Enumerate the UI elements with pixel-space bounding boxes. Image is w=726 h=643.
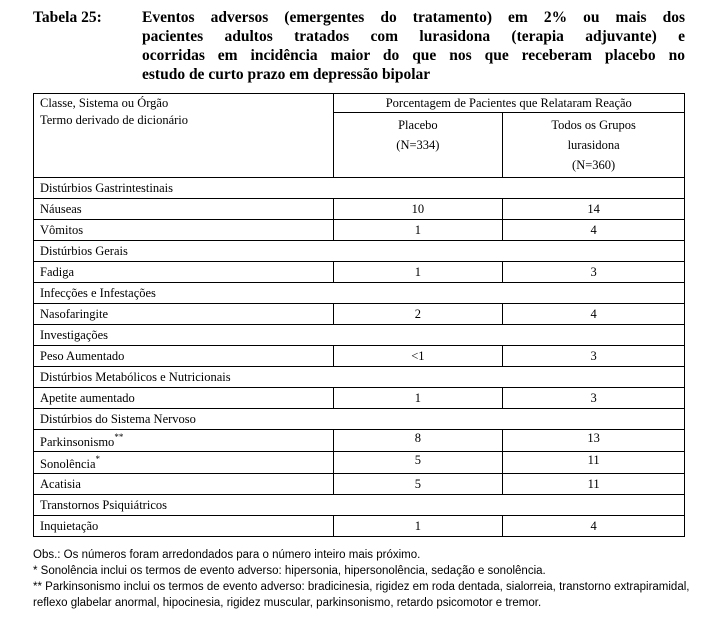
placebo-cell: <1 [333,346,503,367]
placebo-cell: 8 [333,430,503,452]
lurasidona-cell: 14 [503,199,685,220]
term-cell: Inquietação [34,516,334,537]
header-col1-line1: Classe, Sistema ou Órgão [40,96,169,110]
category-row: Investigações [34,325,685,346]
table-row [34,430,685,452]
term-cell: Náuseas [34,199,334,220]
caption-line-1: Eventos adversos (emergentes do tratamento) em 2% ou mais dos [142,9,685,26]
term-cell: Vômitos [34,220,334,241]
table-row [34,474,685,495]
lurasidona-cell: 4 [503,304,685,325]
placebo-cell: 1 [333,262,503,283]
footnote-sonolencia: * Sonolência inclui os termos de evento adverso: hipersonia, hipersonolência, sedação e sonolência. [33,565,546,577]
term-cell: Fadiga [34,262,334,283]
category-row: Transtornos Psiquiátricos [34,495,685,516]
term-cell: Apetite aumentado [34,388,334,409]
table-row [34,199,685,220]
term-text: Parkinsonismo [40,435,115,449]
lurasidona-cell: 3 [503,262,685,283]
lurasidona-cell: 4 [503,516,685,537]
adverse-events-table [33,93,685,537]
placebo-cell: 5 [333,474,503,495]
placebo-cell: 5 [333,452,503,474]
category-row: Distúrbios Gerais [34,241,685,262]
header-group: Porcentagem de Pacientes que Relataram Reação [333,94,684,113]
footnote-obs: Obs.: Os números foram arredondados para o número inteiro mais próximo. [33,549,421,561]
lurasidona-cell: 4 [503,220,685,241]
term-cell: Acatisia [34,474,334,495]
caption-line-2: pacientes adultos tratados com lurasidona (terapia adjuvante) e [142,28,685,45]
table-row [34,452,685,474]
table-row [34,516,685,537]
category-row: Distúrbios do Sistema Nervoso [34,409,685,430]
footnotes [33,547,693,611]
term-cell: Peso Aumentado [34,346,334,367]
placebo-cell: 10 [333,199,503,220]
table-caption [33,8,685,84]
placebo-cell: 1 [333,388,503,409]
header-placebo-line2: (N=334) [396,138,440,152]
lurasidona-cell: 11 [503,474,685,495]
lurasidona-cell: 3 [503,346,685,367]
placebo-cell: 2 [333,304,503,325]
term-cell [34,452,334,474]
caption-line-4: estudo de curto prazo em depressão bipolar [142,66,431,83]
table-row [34,262,685,283]
category-row: Distúrbios Metabólicos e Nutricionais [34,367,685,388]
lurasidona-cell: 13 [503,430,685,452]
table-row [34,346,685,367]
placebo-cell: 1 [333,516,503,537]
header-class-organ [34,94,334,178]
footnote-parkinsonismo: ** Parkinsonismo inclui os termos de evento adverso: bradicinesia, rigidez em roda dentada, sialorreia, transtorno extrapiramidal, reflexo glabelar anormal, hipocinesia, rigidez muscular, parkinsonismo, retardo psicomotor e tremor. [33,581,690,609]
table-row [34,304,685,325]
header-placebo [333,113,503,178]
term-cell [34,430,334,452]
footnote-mark: ** [114,432,124,442]
footnote-mark: * [95,454,101,464]
lurasidona-cell: 3 [503,388,685,409]
term-text: Sonolência [40,457,96,471]
header-luras-line1: Todos os Grupos [551,118,636,132]
category-row: Infecções e Infestações [34,283,685,304]
header-placebo-line1: Placebo [398,118,438,132]
header-lurasidona [503,113,685,178]
category-row: Distúrbios Gastrintestinais [34,178,685,199]
caption-label: Tabela 25: [33,9,102,26]
header-col1-line2: Termo derivado de dicionário [40,113,189,127]
header-luras-line3: (N=360) [572,158,616,172]
term-cell: Nasofaringite [34,304,334,325]
lurasidona-cell: 11 [503,452,685,474]
header-luras-line2: lurasidona [567,138,620,152]
table-row [34,388,685,409]
table-row [34,220,685,241]
caption-line-3: ocorridas em incidência maior do que nos que receberam placebo no [142,47,685,64]
placebo-cell: 1 [333,220,503,241]
